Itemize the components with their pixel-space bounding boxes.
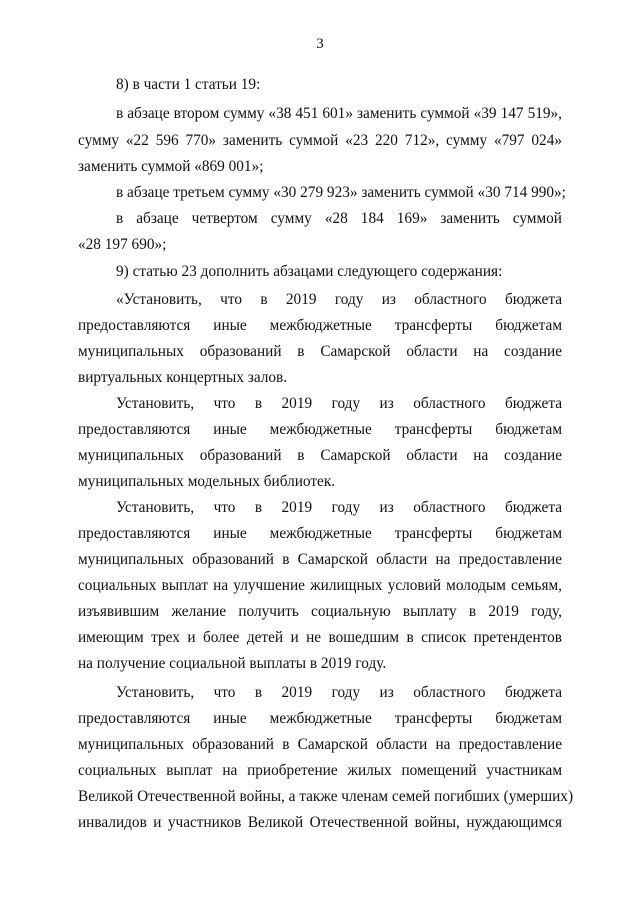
text-line: 9) статью 23 дополнить абзацами следующего содержания: [116,263,503,280]
text-line: «28 197 690»; [78,236,167,253]
text-line: предоставляются иные межбюджетные трансферты бюджетам [78,710,562,727]
text-line: в абзаце третьем сумму «30 279 923» заменить суммой «30 714 990»; [116,184,566,201]
text-line: муниципальных модельных библиотек. [78,473,336,490]
text-line: заменить суммой «869 001»; [78,158,264,175]
text-line: социальных выплат на улучшение жилищных условий молодым семьям, [78,577,562,594]
page-number: 3 [316,36,324,52]
text-line: имеющим трех и более детей и не вошедшим в список претендентов [78,629,562,646]
text-line: на получение социальной выплаты в 2019 году. [78,655,387,672]
text-line: сумму «22 596 770» заменить суммой «23 220 712», сумму «797 024» [78,132,562,149]
text-line: Великой Отечественной войны, а также членам семей погибших (умерших) [78,788,574,805]
text-line: муниципальных образований в Самарской области на предоставление [78,736,562,753]
text-line: Установить, что в 2019 году из областного бюджета [116,499,562,516]
text-line: в абзаце втором сумму «38 451 601» заменить суммой «39 147 519», [116,105,562,122]
text-line: виртуальных концертных залов. [78,369,288,386]
text-line: Установить, что в 2019 году из областного бюджета [116,684,562,701]
text-line: «Установить, что в 2019 году из областного бюджета [116,291,562,308]
text-line: инвалидов и участников Великой Отечественной войны, нуждающимся [78,814,562,831]
text-line: предоставляются иные межбюджетные трансферты бюджетам [78,525,562,542]
text-line: социальных выплат на приобретение жилых помещений участникам [78,762,562,779]
text-line: муниципальных образований в Самарской области на создание [78,343,562,360]
text-line: Установить, что в 2019 году из областного бюджета [116,395,562,412]
text-line: предоставляются иные межбюджетные трансферты бюджетам [78,317,562,334]
text-line: предоставляются иные межбюджетные трансферты бюджетам [78,421,562,438]
text-line: 8) в части 1 статьи 19: [116,76,261,93]
text-line: изъявившим желание получить социальную выплату в 2019 году, [78,603,562,620]
text-line: муниципальных образований в Самарской области на предоставление [78,551,562,568]
text-line: в абзаце четвертом сумму «28 184 169» заменить суммой [116,210,562,227]
text-line: муниципальных образований в Самарской области на создание [78,447,562,464]
